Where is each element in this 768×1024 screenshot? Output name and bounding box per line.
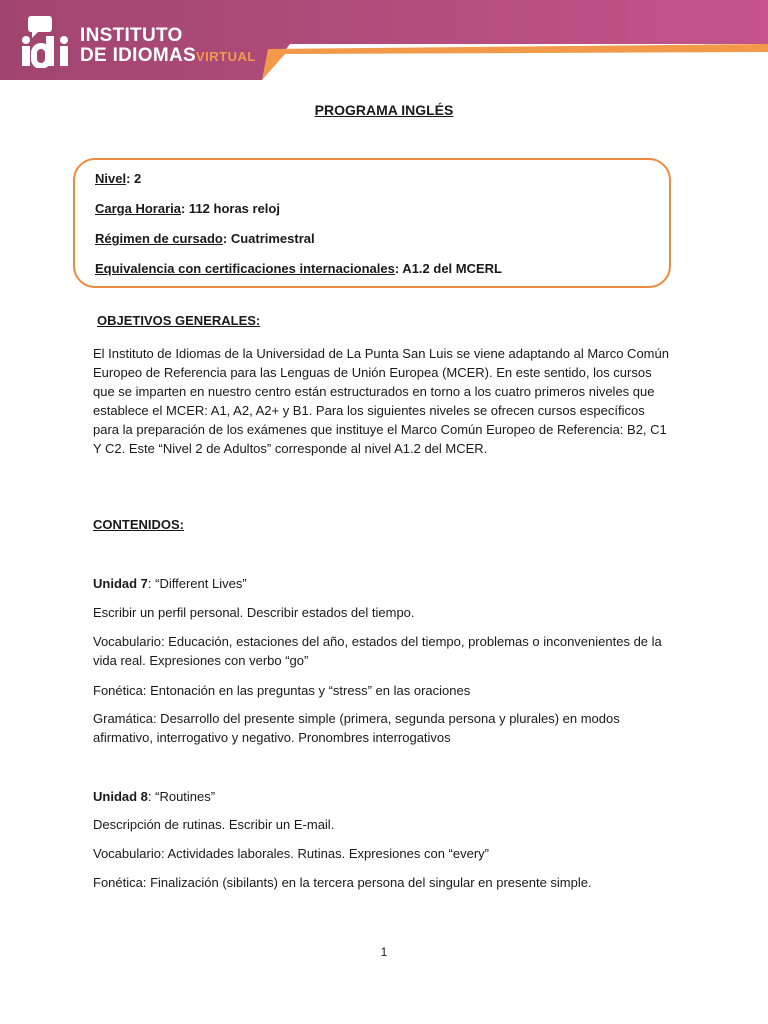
course-info-box	[73, 158, 671, 288]
unit-7-line-4: Gramática: Desarrollo del presente simple (primera, segunda persona y plurales) en modos afirmativo, interrogativo y negativo. Pronombres interrogativos	[93, 711, 620, 745]
unit-7-line-2: Vocabulario: Educación, estaciones del año, estados del tiempo, problemas o inconvenientes de la vida real. Expresiones con verbo “go”	[93, 634, 662, 668]
unit-8-line-1: Descripción de rutinas. Escribir un E-mail.	[93, 817, 335, 832]
unit-8-line-3: Fonética: Finalización (sibilants) en la tercera persona del singular en presente simple.	[93, 875, 592, 890]
unit-8-title: Unidad 8: “Routines”	[93, 789, 216, 804]
page-number: 1	[380, 945, 388, 959]
unit-7-line-3: Fonética: Entonación en las preguntas y “stress” en las oraciones	[93, 683, 471, 698]
brand-virtual: VIRTUAL	[195, 49, 256, 64]
idi-logo-icon	[18, 14, 72, 68]
unit-8-line-2: Vocabulario: Actividades laborales. Rutinas. Expresiones con “every”	[93, 846, 489, 861]
brand-name	[80, 26, 256, 67]
brand-line-2: DE IDIOMASVIRTUAL	[80, 45, 256, 66]
info-equivalencia: Equivalencia con certificaciones internacionales: A1.2 del MCERL	[95, 261, 502, 276]
header-banner	[0, 0, 768, 80]
brand-line-1: INSTITUTO	[80, 25, 183, 46]
unit-7-line-1: Escribir un perfil personal. Describir estados del tiempo.	[93, 605, 415, 620]
unit-7-title: Unidad 7: “Different Lives”	[93, 576, 247, 591]
info-regimen: Régimen de cursado: Cuatrimestral	[95, 231, 315, 246]
info-nivel: Nivel: 2	[95, 171, 142, 186]
objetivos-text: El Instituto de Idiomas de la Universidad de La Punta San Luis se viene adaptando al Marco Común Europeo de Referencia para las Lenguas de Unión Europea (MCER). En este sentido, los cursos que se imparten en nuestro centro están estructurados en torno a los cuatro primeros niveles que establece el MCER: A1, A2, A2+ y B1. Para los siguientes niveles se ofrecen cursos específicos para la preparación de los exámenes que instituye el Marco Común Europeo de Referencia: B2, C1 Y C2. Este “Nivel 2 de Adultos” corresponde al nivel A1.2 del MCER.	[93, 346, 669, 456]
info-carga-horaria: Carga Horaria: 112 horas reloj	[95, 201, 280, 216]
document-title: PROGRAMA INGLÉS	[314, 102, 454, 118]
objetivos-heading: OBJETIVOS GENERALES:	[97, 313, 261, 328]
contenidos-heading: CONTENIDOS:	[93, 517, 184, 532]
